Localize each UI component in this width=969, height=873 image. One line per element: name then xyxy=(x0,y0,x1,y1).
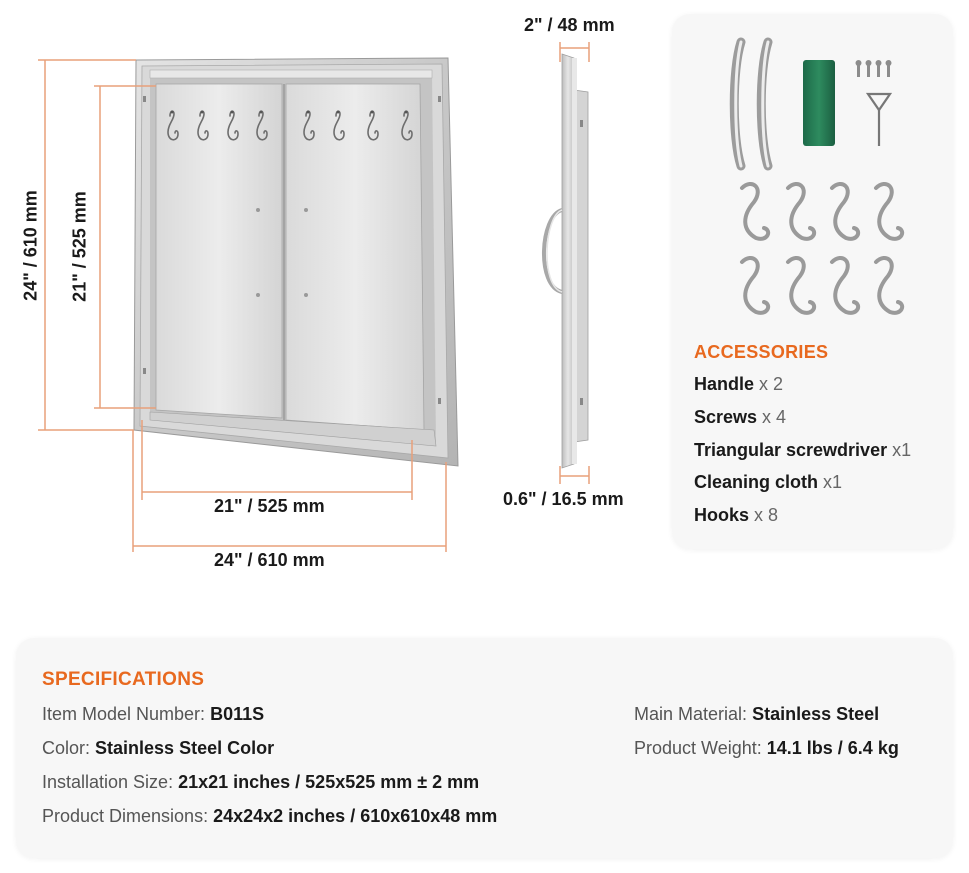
accessory-item: Hooks x 8 xyxy=(694,505,779,525)
outer-height-label: 24" / 610 mm xyxy=(20,190,41,301)
screwdriver-icon xyxy=(868,94,890,146)
specifications-title: SPECIFICATIONS xyxy=(42,669,205,690)
spec-row-dimensions: Product Dimensions: 24x24x2 inches / 610x610x48 mm xyxy=(42,806,498,826)
door-front-view xyxy=(134,58,458,466)
door-side-view xyxy=(544,54,588,468)
outer-width-label: 24" / 610 mm xyxy=(214,550,325,570)
inner-height-label: 21" / 525 mm xyxy=(69,191,90,302)
screw-icon xyxy=(856,60,892,77)
depth-label: 2" / 48 mm xyxy=(524,15,615,35)
accessory-item: Handle x 2 xyxy=(694,374,784,394)
cleaning-cloth-icon xyxy=(803,60,835,146)
accessory-item: Cleaning cloth x1 xyxy=(694,472,843,492)
hooks-icon xyxy=(742,184,902,313)
spec-row-model: Item Model Number: B011S xyxy=(42,704,265,724)
spec-row-color: Color: Stainless Steel Color xyxy=(42,738,275,758)
accessory-item: Screws x 4 xyxy=(694,407,787,427)
spec-row-install-size: Installation Size: 21x21 inches / 525x525 mm ± 2 mm xyxy=(42,772,480,792)
spec-row-weight: Product Weight: 14.1 lbs / 6.4 kg xyxy=(634,738,899,758)
flange-label: 0.6" / 16.5 mm xyxy=(503,489,624,509)
accessories-title: ACCESSORIES xyxy=(694,342,829,362)
accessory-images xyxy=(734,42,902,313)
inner-width-label: 21" / 525 mm xyxy=(214,496,325,516)
spec-row-material: Main Material: Stainless Steel xyxy=(634,704,880,724)
accessory-item: Triangular screwdriver x1 xyxy=(694,440,912,460)
handle-icon xyxy=(734,42,768,166)
